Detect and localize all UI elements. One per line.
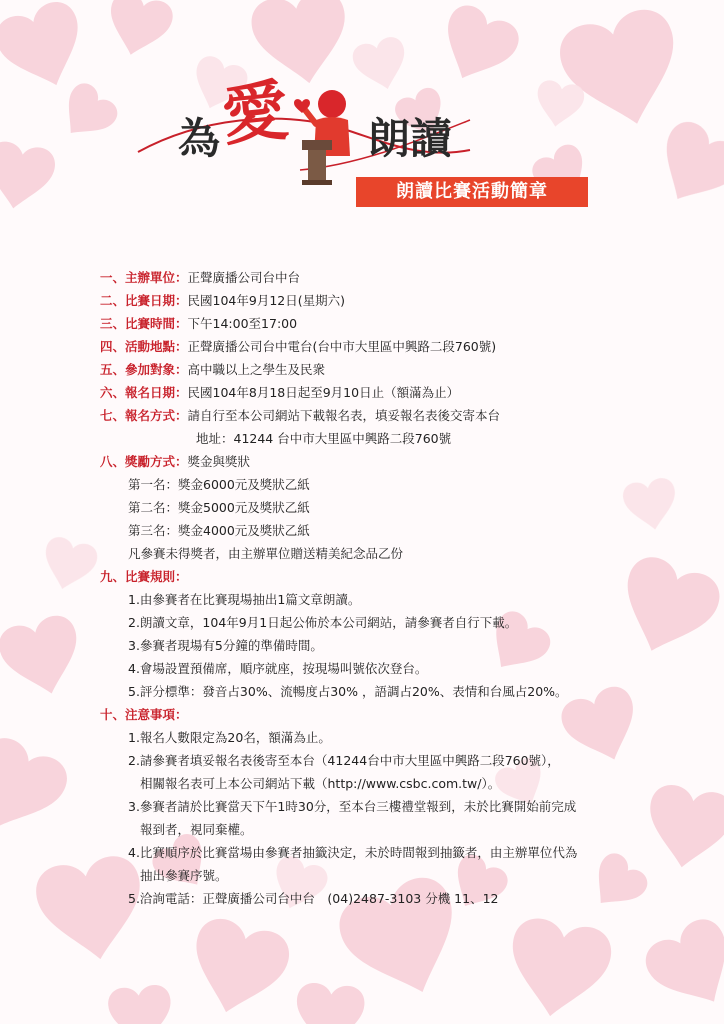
section-value: 請自行至本公司網站下載報名表，填妥報名表後交寄本台	[187, 408, 501, 423]
section-value: 獎金與獎狀	[187, 454, 251, 469]
section-label: 七、報名方式：	[100, 408, 188, 423]
note-item: 4.比賽順序於比賽當場由參賽者抽籤決定，未於時間報到抽籤者，由主辦單位代為	[128, 845, 578, 860]
note-item: 3.參賽者請於比賽當天下午1時30分，至本台三樓禮堂報到，未於比賽開始前完成	[128, 799, 577, 814]
section-label: 三、比賽時間：	[100, 316, 188, 331]
registration-address: 地址：41244 台中市大里區中興路二段760號	[196, 431, 452, 446]
section-rules	[100, 565, 640, 588]
award-item: 第二名：獎金5000元及獎狀乙紙	[128, 500, 310, 515]
note-item: 抽出參賽序號。	[140, 868, 228, 883]
section-registration-date	[100, 381, 640, 404]
section-eligibility	[100, 358, 640, 381]
section-venue	[100, 335, 640, 358]
section-label: 二、比賽日期：	[100, 293, 188, 308]
section-value: 正聲廣播公司台中電台(台中市大里區中興路二段760號)	[187, 339, 497, 354]
title-wei: 為	[178, 114, 221, 163]
section-label: 十、注意事項：	[100, 707, 188, 722]
contact-phone: 5.洽詢電話：正聲廣播公司台中台 (04)2487-3103 分機 11、12	[128, 891, 499, 906]
note-item: 報到者，視同棄權。	[140, 822, 253, 837]
title-ai: 愛	[218, 70, 292, 156]
note-item: 2.請參賽者填妥報名表後寄至本台（41244台中市大里區中興路二段760號），	[128, 753, 560, 768]
subtitle-banner: 朗讀比賽活動簡章	[356, 177, 588, 207]
note-item: 相關報名表可上本公司網站下載（http://www.csbc.com.tw/）。	[140, 776, 501, 791]
section-label: 一、主辦單位：	[100, 270, 188, 285]
section-date	[100, 289, 640, 312]
rule-item: 1.由參賽者在比賽現場抽出1篇文章朗讀。	[128, 592, 361, 607]
award-item: 凡參賽未得獎者，由主辦單位贈送精美紀念品乙份	[128, 546, 404, 561]
section-time	[100, 312, 640, 335]
award-item: 第三名：獎金4000元及獎狀乙紙	[128, 523, 310, 538]
award-item: 第一名：獎金6000元及獎狀乙紙	[128, 477, 310, 492]
speaker-at-podium-icon	[292, 86, 364, 186]
section-value: 正聲廣播公司台中台	[187, 270, 301, 285]
section-registration-method	[100, 404, 640, 427]
section-label: 九、比賽規則：	[100, 569, 188, 584]
title-langdu: 朗讀	[368, 114, 453, 163]
section-label: 六、報名日期：	[100, 385, 188, 400]
section-value: 民國104年8月18日起至9月10日止（額滿為止）	[187, 385, 460, 400]
note-item: 1.報名人數限定為20名，額滿為止。	[128, 730, 331, 745]
section-label: 八、獎勵方式：	[100, 454, 188, 469]
header	[0, 0, 724, 230]
rule-item: 4.會場設置預備席，順序就座，按現場叫號依次登台。	[128, 661, 428, 676]
rule-item: 5.評分標準：發音占30%、流暢度占30% ，語調占20%、表情和台風占20%。	[128, 684, 568, 699]
section-label: 四、活動地點：	[100, 339, 188, 354]
section-value: 高中職以上之學生及民衆	[187, 362, 326, 377]
section-organizer	[100, 266, 640, 289]
section-notes	[100, 703, 640, 726]
section-awards	[100, 450, 640, 473]
rule-item: 2.朗讀文章，104年9月1日起公佈於本公司網站，請參賽者自行下載。	[128, 615, 518, 630]
rule-item: 3.參賽者現場有5分鐘的準備時間。	[128, 638, 323, 653]
content	[100, 266, 640, 910]
section-value: 下午14:00至17:00	[187, 316, 298, 331]
section-value: 民國104年9月12日(星期六)	[187, 293, 345, 308]
section-label: 五、參加對象：	[100, 362, 188, 377]
